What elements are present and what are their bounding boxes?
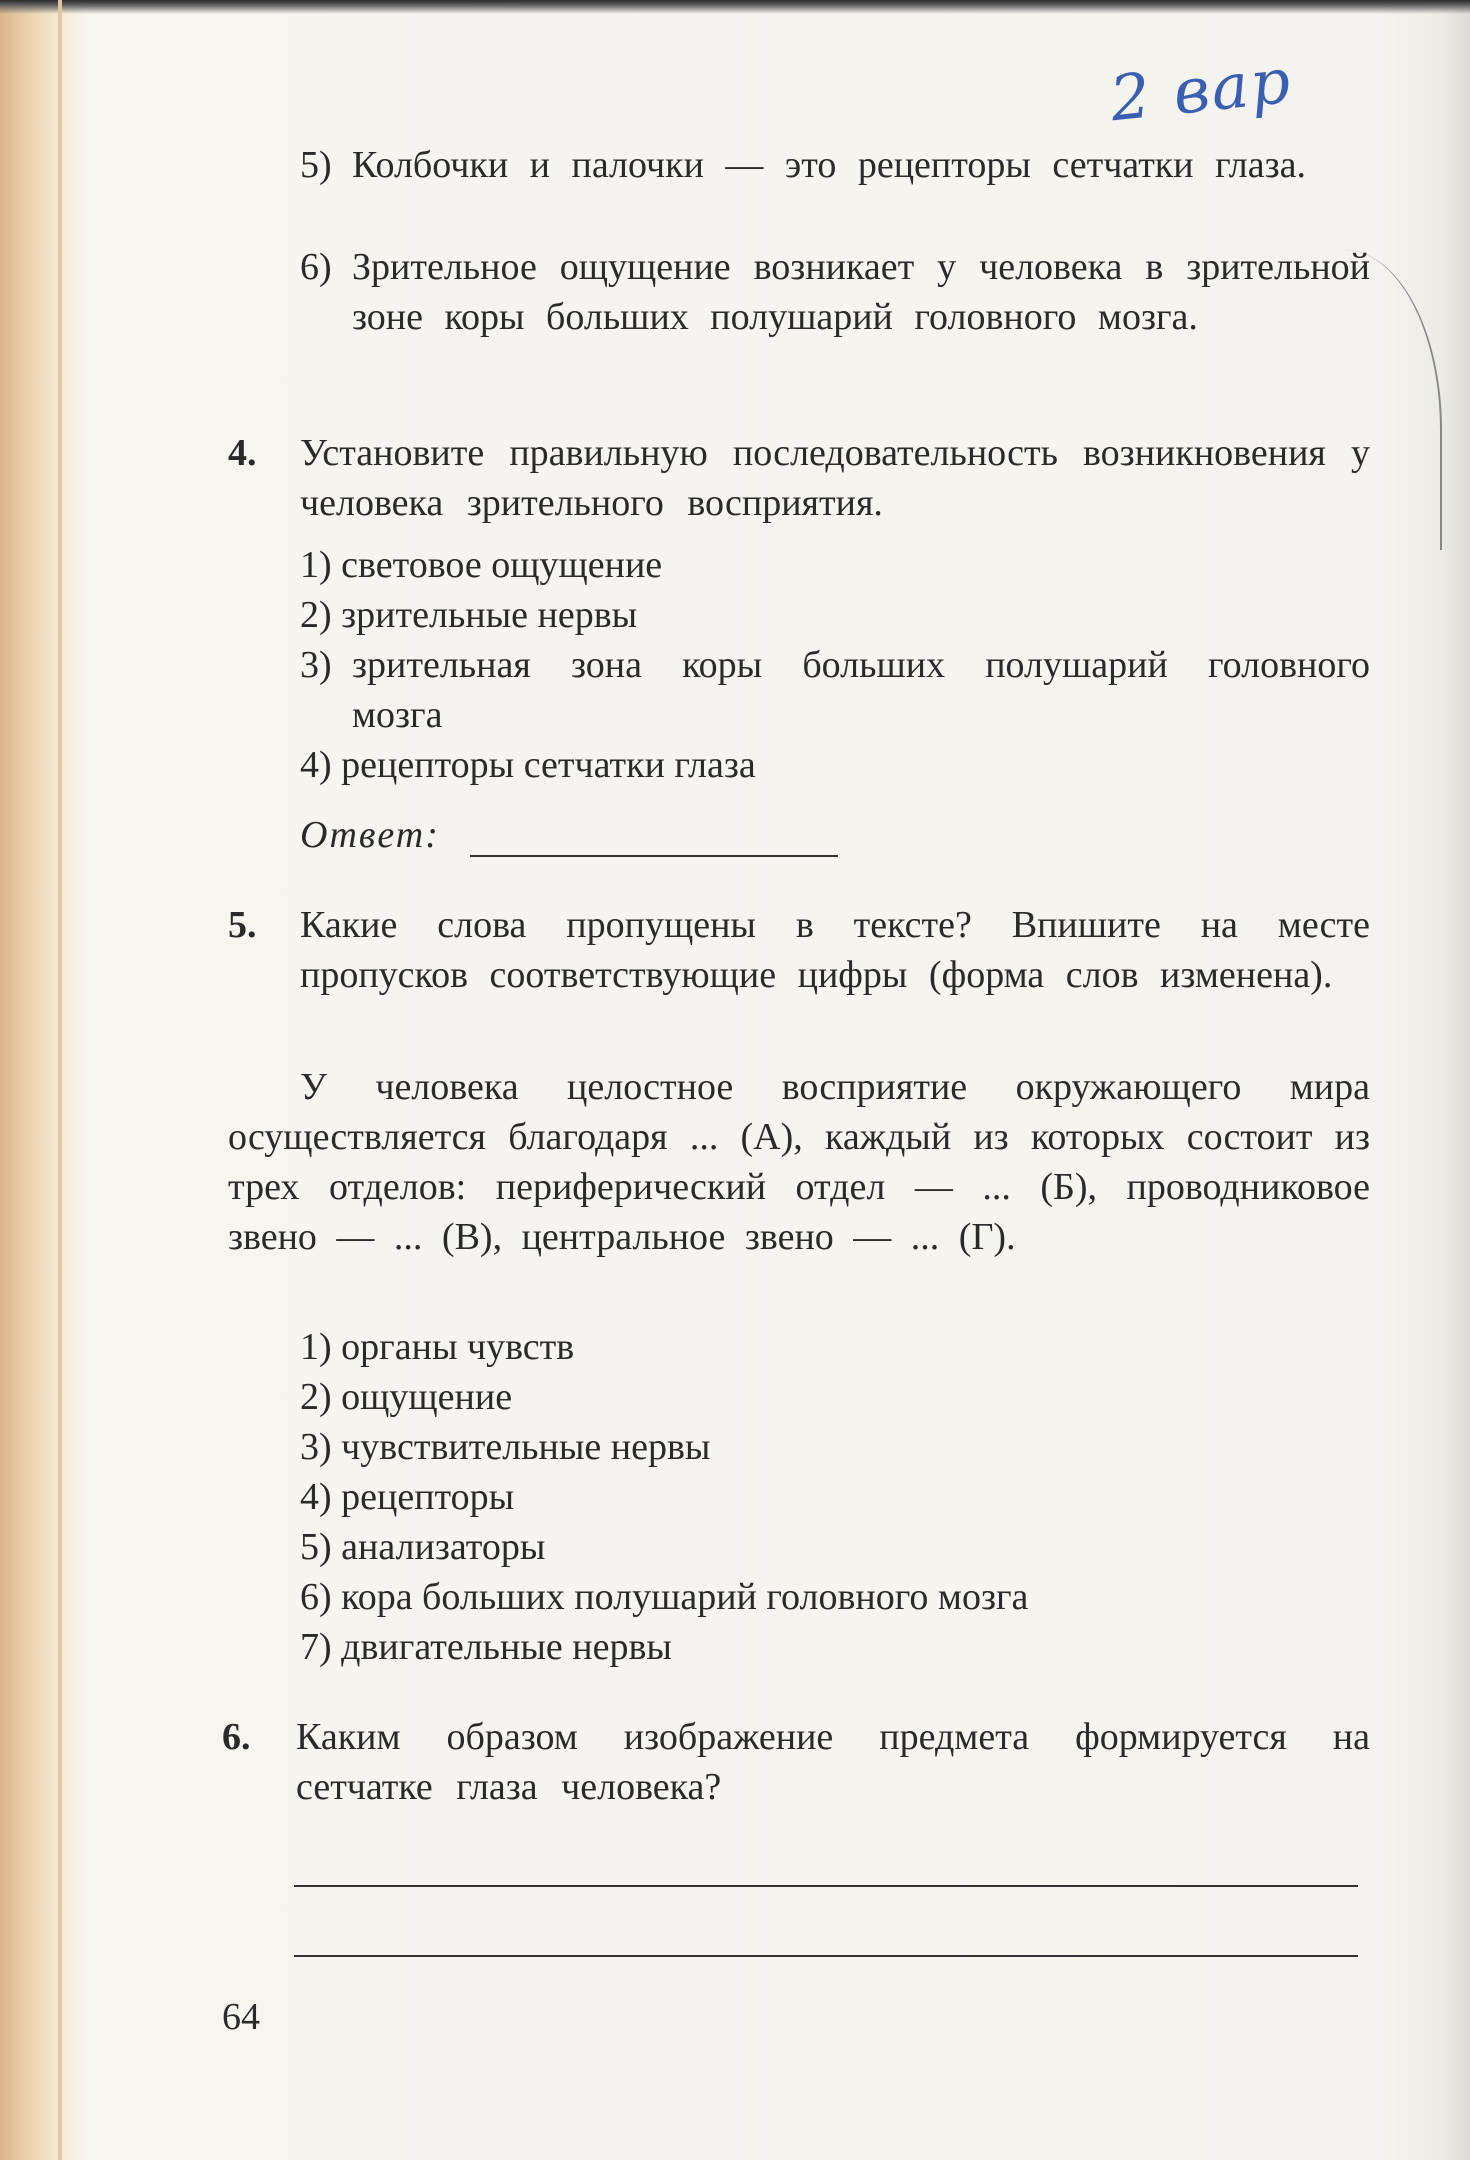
option-text: зрительная зона коры больших полушарий головного мозга bbox=[352, 644, 1370, 736]
q4-option-2 bbox=[300, 590, 1370, 640]
q5-option-7 bbox=[300, 1622, 672, 1672]
question-text: Какие слова пропущены в тексте? Впишите на месте пропусков соответствующие цифры (форма слов изменена). bbox=[300, 904, 1370, 996]
item-number: 5) bbox=[300, 144, 332, 186]
question-number: 5. bbox=[228, 904, 257, 946]
option-text: рецепторы bbox=[341, 1476, 515, 1518]
handwritten-note: 2 вар bbox=[1106, 43, 1296, 136]
option-number: 1) bbox=[300, 1326, 332, 1368]
q5-option-1 bbox=[300, 1322, 574, 1372]
option-number: 3) bbox=[300, 644, 332, 686]
option-number: 1) bbox=[300, 544, 332, 586]
q5-option-5 bbox=[300, 1522, 545, 1572]
q5-option-3 bbox=[300, 1422, 710, 1472]
q3-item-5 bbox=[300, 140, 1370, 190]
book-spine bbox=[58, 0, 62, 2160]
q3-item-6 bbox=[300, 242, 1370, 342]
q4-option-1 bbox=[300, 540, 1370, 590]
question-number: 4. bbox=[228, 432, 257, 474]
question-5 bbox=[228, 900, 1370, 1000]
q5-option-6 bbox=[300, 1572, 1028, 1622]
item-number: 6) bbox=[300, 246, 332, 288]
option-text: зрительные нервы bbox=[341, 594, 638, 636]
q5-passage bbox=[228, 1062, 1370, 1262]
option-number: 2) bbox=[300, 594, 332, 636]
question-6 bbox=[222, 1712, 1370, 1812]
option-number: 5) bbox=[300, 1526, 332, 1568]
page-number: 64 bbox=[222, 1996, 260, 2038]
q5-option-2 bbox=[300, 1372, 512, 1422]
question-text: Установите правильную последовательность возникновения у человека зрительного восприятия. bbox=[300, 432, 1370, 524]
item-text: Колбочки и палочки — это рецепторы сетчатки глаза. bbox=[352, 144, 1306, 186]
q6-answer-line-2[interactable] bbox=[294, 1955, 1358, 1957]
q4-option-3 bbox=[300, 640, 1370, 740]
option-text: анализаторы bbox=[341, 1526, 546, 1568]
option-text: световое ощущение bbox=[341, 544, 663, 586]
question-number: 6. bbox=[222, 1716, 251, 1758]
option-number: 7) bbox=[300, 1626, 332, 1668]
option-number: 2) bbox=[300, 1376, 332, 1418]
item-text: Зрительное ощущение возникает у человека в зрительной зоне коры больших полушарий головного мозга. bbox=[352, 246, 1370, 338]
page-top-edge bbox=[0, 0, 1470, 14]
question-4 bbox=[228, 428, 1370, 528]
question-text: Каким образом изображение предмета формируется на сетчатке глаза человека? bbox=[296, 1716, 1370, 1808]
option-text: кора больших полушарий головного мозга bbox=[341, 1576, 1029, 1618]
passage-text: У человека целостное восприятие окружающего мира осуществляется благодаря ... (А), каждый из которых состоит из трех отделов: периферический отдел — ... (Б), проводниковое звено — ... (В), центральное звено — ... (Г). bbox=[228, 1066, 1370, 1258]
option-number: 4) bbox=[300, 1476, 332, 1518]
q4-answer-label: Ответ: bbox=[300, 814, 440, 856]
q4-answer-line[interactable] bbox=[470, 855, 838, 857]
option-number: 6) bbox=[300, 1576, 332, 1618]
q5-option-4 bbox=[300, 1472, 514, 1522]
option-text: ощущение bbox=[341, 1376, 513, 1418]
option-number: 3) bbox=[300, 1426, 332, 1468]
q6-answer-line-1[interactable] bbox=[294, 1885, 1358, 1887]
option-text: рецепторы сетчатки глаза bbox=[341, 744, 756, 786]
option-text: двигательные нервы bbox=[341, 1626, 672, 1668]
option-text: чувствительные нервы bbox=[341, 1426, 711, 1468]
option-number: 4) bbox=[300, 744, 332, 786]
option-text: органы чувств bbox=[341, 1326, 575, 1368]
q4-option-4 bbox=[300, 740, 1370, 790]
